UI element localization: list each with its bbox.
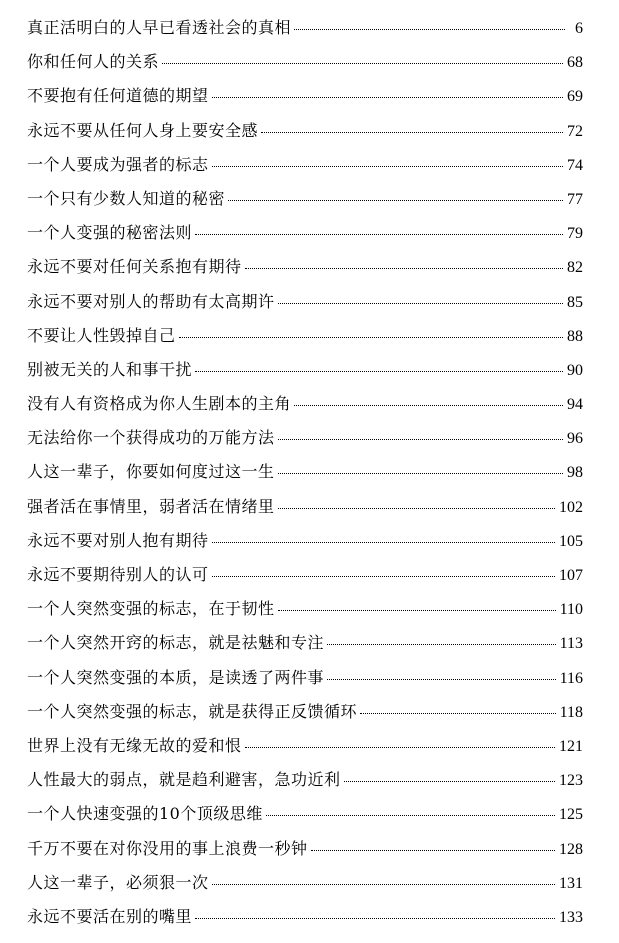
toc-entry-page: 69: [567, 88, 583, 106]
toc-entry-page: 102: [559, 498, 583, 516]
toc-entry-title: 一个人突然变强的标志，就是获得正反馈循环: [27, 701, 358, 721]
toc-entry[interactable]: [0, 695, 619, 729]
dot-leader: [261, 131, 563, 133]
toc-entry-page: 68: [567, 54, 583, 72]
toc-entry-page: 105: [559, 532, 583, 550]
toc-entry[interactable]: [0, 387, 619, 421]
toc-entry[interactable]: [0, 661, 619, 695]
toc-entry-page: 88: [567, 327, 583, 345]
toc-entry[interactable]: [0, 114, 619, 148]
toc-entry-title: 一个只有少数人知道的秘密: [27, 188, 226, 208]
toc-entry-title: 人这一辈子，你要如何度过这一生: [27, 462, 275, 482]
dot-leader: [294, 28, 565, 30]
toc-entry[interactable]: [0, 11, 619, 45]
dot-leader: [228, 199, 563, 201]
dot-leader: [195, 233, 563, 235]
toc-entry-title: 永远不要活在别的嘴里: [27, 906, 193, 926]
toc-entry-page: 74: [567, 156, 583, 174]
toc-entry-title: 一个人要成为强者的标志: [27, 154, 209, 174]
toc-entry-page: 94: [567, 396, 583, 414]
toc-entry-title: 强者活在事情里，弱者活在情绪里: [27, 496, 275, 516]
toc-entry[interactable]: [0, 558, 619, 592]
toc-entry-title: 真正活明白的人早已看透社会的真相: [27, 18, 292, 37]
toc-entry-title: 永远不要期待别人的认可: [27, 565, 209, 584]
toc-entry-title: 不要抱有任何道德的期望: [27, 86, 209, 106]
dot-leader: [245, 746, 555, 748]
toc-entry[interactable]: [0, 490, 619, 524]
toc-entry-page: 128: [559, 840, 583, 858]
toc-entry[interactable]: [0, 421, 619, 455]
toc-entry[interactable]: [0, 866, 619, 900]
toc-entry-title: 一个人变强的秘密法则: [27, 223, 193, 243]
toc-entry-title: 一个人突然变强的标志，在于韧性: [27, 599, 275, 619]
toc-entry[interactable]: [0, 79, 619, 113]
dot-leader: [311, 849, 555, 851]
toc-entry[interactable]: [0, 45, 619, 79]
toc-entry-page: 107: [559, 567, 583, 584]
toc-entry[interactable]: [0, 216, 619, 250]
toc-entry-page: 77: [567, 190, 583, 208]
toc-entry-title: 人性最大的弱点，就是趋利避害，急功近利: [27, 770, 341, 790]
dot-leader: [278, 507, 555, 509]
toc-entry-title: 不要让人性毁掉自己: [27, 325, 176, 345]
toc-entry-title: 永远不要对别人的帮助有太高期许: [27, 291, 275, 311]
toc-entry-title: 千万不要在对你没用的事上浪费一秒钟: [27, 838, 308, 858]
toc-entry[interactable]: [0, 285, 619, 319]
toc-entry-page: 6: [575, 20, 583, 37]
toc-entry[interactable]: [0, 182, 619, 216]
dot-leader: [344, 780, 555, 782]
toc-entry-page: 116: [559, 669, 583, 687]
toc-entry-page: 125: [559, 806, 583, 824]
toc-entry[interactable]: [0, 626, 619, 660]
dot-leader: [278, 472, 563, 474]
toc-entry-page: 96: [567, 430, 583, 448]
toc-entry-page: 131: [559, 874, 583, 892]
dot-leader: [212, 165, 563, 167]
dot-leader: [212, 883, 555, 885]
dot-leader: [195, 917, 555, 919]
toc-entry-title: 一个人突然开窍的标志，就是祛魅和专注: [27, 633, 325, 653]
dot-leader: [278, 438, 563, 440]
toc-entry[interactable]: [0, 250, 619, 284]
toc-entry-title: 世界上没有无缘无故的爱和恨: [27, 735, 242, 755]
dot-leader: [212, 541, 555, 543]
toc-entry[interactable]: [0, 353, 619, 387]
toc-entry-page: 121: [559, 737, 583, 755]
toc-entry-page: 82: [567, 259, 583, 277]
dot-leader: [179, 336, 563, 338]
dot-leader: [327, 643, 556, 645]
toc-entry[interactable]: [0, 524, 619, 558]
dot-leader: [245, 267, 563, 269]
toc-entry-page: 113: [559, 635, 583, 653]
toc-entry[interactable]: [0, 455, 619, 489]
toc-entry-page: 79: [567, 225, 583, 243]
toc-entry-page: 85: [567, 293, 583, 311]
toc-entry[interactable]: [0, 900, 619, 934]
toc-entry[interactable]: [0, 148, 619, 182]
toc-entry-page: 98: [567, 464, 583, 482]
dot-leader: [212, 575, 555, 577]
toc-entry[interactable]: [0, 797, 619, 831]
dot-leader: [327, 678, 556, 680]
dot-leader: [162, 62, 563, 64]
toc-entry-title: 永远不要从任何人身上要安全感: [27, 120, 259, 140]
toc-entry-title: 你和任何人的关系: [27, 52, 160, 72]
dot-leader: [360, 712, 556, 714]
toc-entry-page: 118: [559, 703, 583, 721]
toc-entry-page: 110: [559, 601, 583, 619]
toc-entry-title: 无法给你一个获得成功的万能方法: [27, 428, 275, 448]
toc-entry-title: 一个人突然变强的本质，是读透了两件事: [27, 667, 325, 687]
toc-entry[interactable]: [0, 729, 619, 763]
toc-entry-title: 人这一辈子，必须狠一次: [27, 872, 209, 892]
toc-entry-title: 一个人快速变强的10个顶级思维: [27, 804, 263, 824]
toc-entry-title: 别被无关的人和事干扰: [27, 359, 193, 379]
toc-entry[interactable]: [0, 592, 619, 626]
dot-leader: [278, 609, 556, 611]
toc-entry-page: 123: [559, 772, 583, 790]
dot-leader: [278, 302, 563, 304]
toc-entry-page: 90: [567, 361, 583, 379]
toc-entry[interactable]: [0, 763, 619, 797]
toc-entry[interactable]: [0, 832, 619, 866]
dot-leader: [266, 814, 555, 816]
toc-entry-title: 永远不要对任何关系抱有期待: [27, 257, 242, 277]
dot-leader: [294, 404, 563, 406]
toc-entry[interactable]: [0, 319, 619, 353]
dot-leader: [212, 96, 563, 98]
toc-entry-page: 72: [567, 122, 583, 140]
toc-entry-title: 没有人有资格成为你人生剧本的主角: [27, 394, 292, 414]
dot-leader: [195, 370, 563, 372]
toc-entry-page: 133: [559, 908, 583, 926]
toc-entry-title: 永远不要对别人抱有期待: [27, 530, 209, 550]
